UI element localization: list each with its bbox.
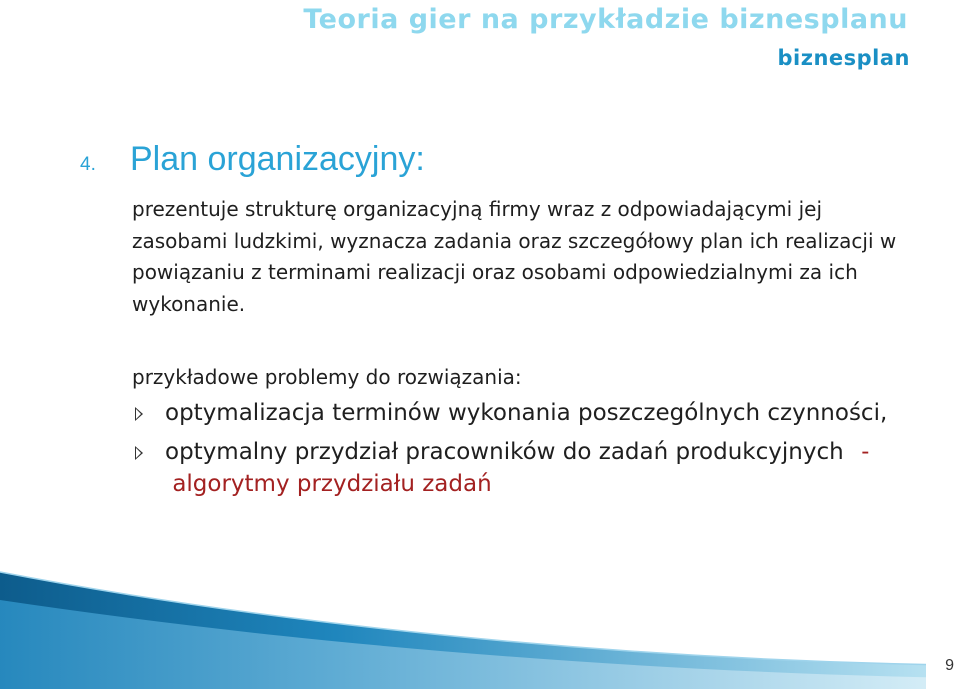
presentation-title: Teoria gier na przykładzie biznesplanu bbox=[303, 4, 908, 35]
bullet-item bbox=[132, 397, 932, 430]
bullet-separator: - bbox=[858, 438, 873, 465]
decorative-wave-band bbox=[0, 560, 960, 689]
section-heading bbox=[80, 140, 920, 179]
bullet-text: optymalizacja terminów wykonania poszczególnych czynności, bbox=[165, 400, 888, 426]
section-number: 4. bbox=[80, 154, 96, 175]
bullet-main-text: optymalny przydział pracowników do zadań produkcyjnych bbox=[165, 438, 844, 465]
bullet-list bbox=[132, 397, 932, 507]
examples-intro: przykładowe problemy do rozwiązania: bbox=[132, 365, 522, 389]
page-number: 9 bbox=[945, 657, 954, 674]
presentation-subtitle: biznesplan bbox=[777, 46, 910, 70]
bullet-arrow-icon bbox=[135, 446, 143, 460]
bullet-arrow-icon bbox=[135, 407, 143, 421]
bullet-highlight: algorytmy przydziału zadań bbox=[172, 471, 492, 497]
section-title: Plan organizacyjny: bbox=[130, 140, 425, 178]
bullet-item bbox=[132, 436, 932, 501]
bullet-text bbox=[165, 436, 932, 501]
description-paragraph: prezentuje strukturę organizacyjną firmy wraz z odpowiadającymi jej zasobami ludzkimi, wyznacza zadania oraz szczegółowy plan ich realizacji w powiązaniu z terminami realizacji oraz osobami odpowiedzialnymi za ich wykonanie. bbox=[132, 197, 897, 317]
